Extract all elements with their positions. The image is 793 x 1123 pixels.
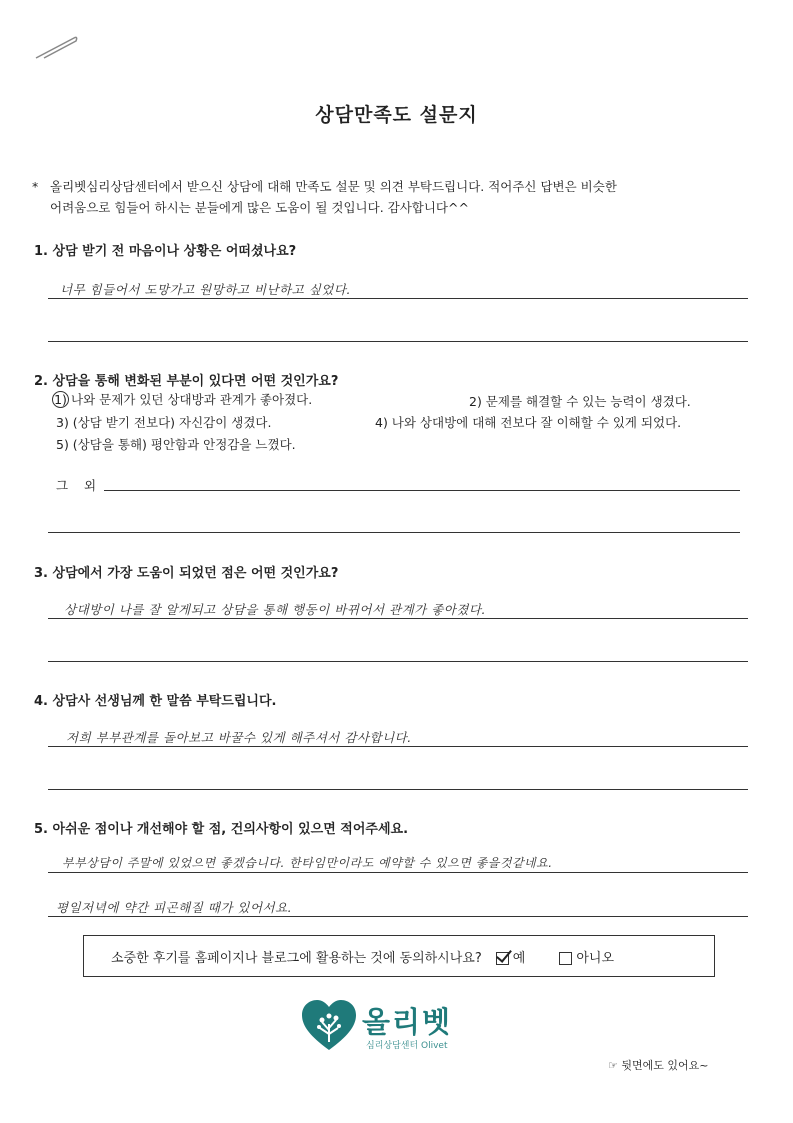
no-checkbox-icon[interactable] — [559, 952, 572, 965]
other-label: 그 외 — [56, 478, 103, 493]
answer-1[interactable]: 너무 힘들어서 도망가고 원망하고 비난하고 싶었다. — [60, 282, 351, 297]
answer-line — [48, 618, 748, 619]
option-2[interactable]: 2) 문제를 해결할 수 있는 능력이 생겼다. — [469, 394, 691, 409]
answer-line — [48, 872, 748, 873]
page-title: 상담만족도 설문지 — [315, 104, 478, 126]
answer-line — [48, 298, 748, 299]
no-label: 아니오 — [576, 950, 615, 966]
logo-subtitle: 심리상담센터 Olivet — [366, 1041, 448, 1051]
answer-line — [48, 341, 748, 342]
heart-tree-logo-icon — [300, 998, 358, 1054]
consent-question: 소중한 후기를 홈페이지나 블로그에 활용하는 것에 동의하시나요? — [111, 950, 482, 966]
intro-line-1: 올리벳심리상담센터에서 받으신 상담에 대해 만족도 설문 및 의견 부탁드립니다. 적어주신 답변은 비슷한 — [50, 179, 617, 194]
option-1-text: 나와 문제가 있던 상대방과 관계가 좋아졌다. — [71, 392, 313, 407]
answer-line — [48, 789, 748, 790]
option-1[interactable] — [52, 390, 312, 408]
intro-star: * — [32, 179, 39, 194]
question-4: 4. 상담사 선생님께 한 말씀 부탁드립니다. — [34, 694, 277, 709]
other-line[interactable] — [104, 490, 740, 491]
selected-option-circle: 1) — [52, 391, 69, 408]
consent-no[interactable] — [559, 947, 614, 966]
yes-checkbox-icon[interactable] — [496, 952, 509, 965]
option-3[interactable]: 3) (상담 받기 전보다) 자신감이 생겼다. — [56, 415, 272, 430]
answer-5-line-2[interactable]: 평일저녁에 약간 피곤해질 때가 있어서요. — [56, 900, 293, 915]
answer-4[interactable]: 저희 부부관계를 돌아보고 바꿀수 있게 해주셔서 감사합니다. — [66, 730, 412, 745]
answer-line — [48, 746, 748, 747]
answer-5-line-1[interactable]: 부부상담이 주말에 있었으면 좋겠습니다. 한타임만이라도 예약할 수 있으면 좋을것같네요. — [62, 856, 553, 870]
answer-line — [48, 916, 748, 917]
question-5: 5. 아쉬운 점이나 개선해야 할 점, 건의사항이 있으면 적어주세요. — [34, 822, 409, 837]
answer-line — [48, 532, 740, 533]
intro-line-2: 어려움으로 힘들어 하시는 분들에게 많은 도움이 될 것입니다. 감사합니다^^ — [50, 200, 469, 215]
question-2: 2. 상담을 통해 변화된 부분이 있다면 어떤 것인가요? — [34, 374, 339, 389]
back-page-note: ☞ 뒷면에도 있어요~ — [608, 1059, 709, 1072]
option-5[interactable]: 5) (상담을 통해) 평안함과 안정감을 느꼈다. — [56, 437, 296, 452]
logo-name: 올리벳 — [362, 1005, 453, 1039]
answer-line — [48, 661, 748, 662]
question-3: 3. 상담에서 가장 도움이 되었던 점은 어떤 것인가요? — [34, 566, 339, 581]
option-4[interactable]: 4) 나와 상대방에 대해 전보다 잘 이해할 수 있게 되었다. — [375, 415, 682, 430]
consent-box — [83, 935, 715, 977]
question-1: 1. 상담 받기 전 마음이나 상황은 어떠셨나요? — [34, 244, 297, 259]
yes-label: 예 — [512, 950, 526, 966]
paper-clip-icon — [34, 34, 80, 62]
answer-3[interactable]: 상대방이 나를 잘 알게되고 상담을 통해 행동이 바뀌어서 관계가 좋아졌다. — [64, 602, 486, 617]
consent-yes[interactable] — [496, 947, 526, 966]
olivet-logo — [300, 998, 470, 1054]
